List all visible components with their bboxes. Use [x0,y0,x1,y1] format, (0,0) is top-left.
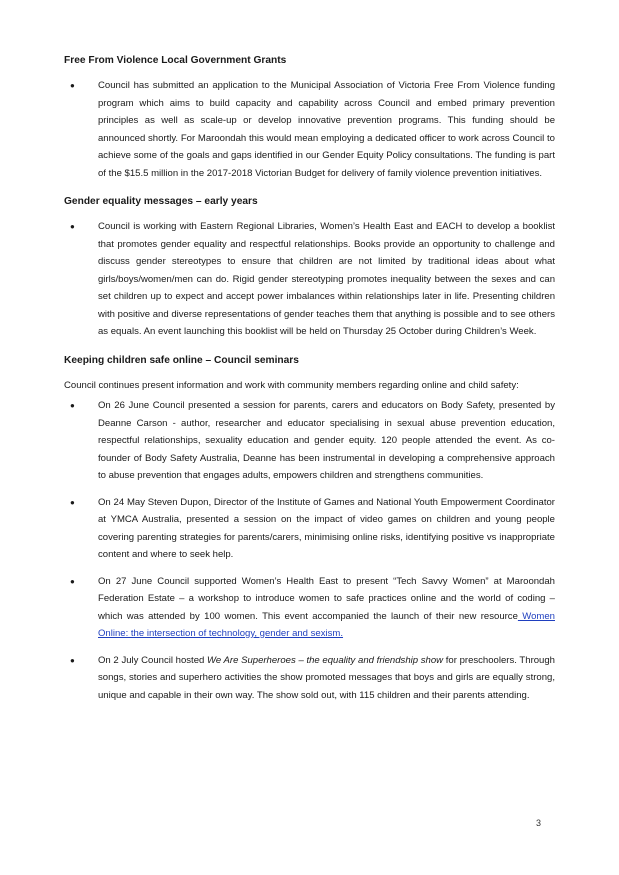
bullet-icon: ● [70,576,75,586]
bullet-list [64,77,555,182]
list-item: ● Council is working with Eastern Regional Libraries, Women’s Health East and EACH to develop a booklist that promotes gender equality and respectful relationships. Books provide an opportunity to challenge and discuss gender stereotypes to ensure that children are not limited by traditional ideas about what girls/boys/women/men can do. Rigid gender stereotyping promotes inequality between the sexes and can set children up to expect and accept power imbalances within relationships later in life. Presenting children with positive and diverse representations of gender teaches them that anything is possible and to see others as equals. An event launching this booklist will be held on Thursday 25 October during Children’s Week. [64,218,555,341]
show-title: We Are Superheroes – the equality and friendship show [207,654,444,666]
section-children-safe-online [64,354,555,705]
section-free-from-violence [64,54,555,182]
section-intro: Council continues present information and work with community members regarding online and child safety: [64,379,519,391]
page-content [64,54,555,717]
bullet-icon: ● [70,222,75,231]
section-heading: Gender equality messages – early years [64,196,258,207]
list-item: ● Council has submitted an application to the Municipal Association of Victoria Free From Violence funding program which aims to build capacity and capability across Council and embed primary prevention principles as well as scale-up or develop innovative prevention programs. This funding should be announced shortly. For Maroondah this would mean employing a dedicated officer to work across Council to achieve some of the goals and gaps identified in our Gender Equity Policy consultations. The funding is part of the $15.5 million in the 2017-2018 Victorian Budget for delivery of family violence prevention initiatives. [64,77,555,182]
women-online-resource-link[interactable]: Women Online: the intersection of technology, gender and sexism. [98,610,555,639]
bullet-icon: ● [70,401,75,410]
section-heading: Free From Violence Local Government Grants [64,55,287,66]
bullet-icon: ● [70,655,75,665]
section-gender-equality [64,195,555,341]
list-item: ● On 2 July Council hosted We Are Superheroes – the equality and friendship show for preschoolers. Through songs, stories and superhero activities the show promoted messages that boys and girls are equally strong, unique and capable in their own way. The show sold out, with 115 children and their parents attending. [64,652,555,705]
list-item: ● On 26 June Council presented a session for parents, carers and educators on Body Safety, presented by Deanne Carson - author, researcher and educator specialising in sexual abuse prevention education, respectful relationships, sexuality education and gender equity. 120 people attended the event. As co-founder of Body Safety Australia, Deanne has been instrumental in developing a comprehensive approach to abuse prevention that engages adults, empowers children and strengthens communities. [64,397,555,485]
section-heading: Keeping children safe online – Council seminars [64,354,299,366]
list-item: ● On 24 May Steven Dupon, Director of the Institute of Games and National Youth Empowerment Coordinator at YMCA Australia, presented a session on the impact of video games on children and young people covering parenting strategies for parents/carers, minimising online risks, identifying positive vs inappropriate content and where to seek help. [64,494,555,564]
page-number: 3 [536,818,542,828]
bullet-list [64,397,555,704]
bullet-icon: ● [70,81,75,90]
bullet-icon: ● [70,497,75,507]
bullet-list [64,218,555,341]
list-item: ● On 27 June Council supported Women’s Health East to present “Tech Savvy Women” at Maroondah Federation Estate – a workshop to introduce women to safe practices online and the world of coding – which was attended by 100 women. This event accompanied the launch of their new resource Women Online: the intersection of technology, gender and sexism. [64,573,555,643]
